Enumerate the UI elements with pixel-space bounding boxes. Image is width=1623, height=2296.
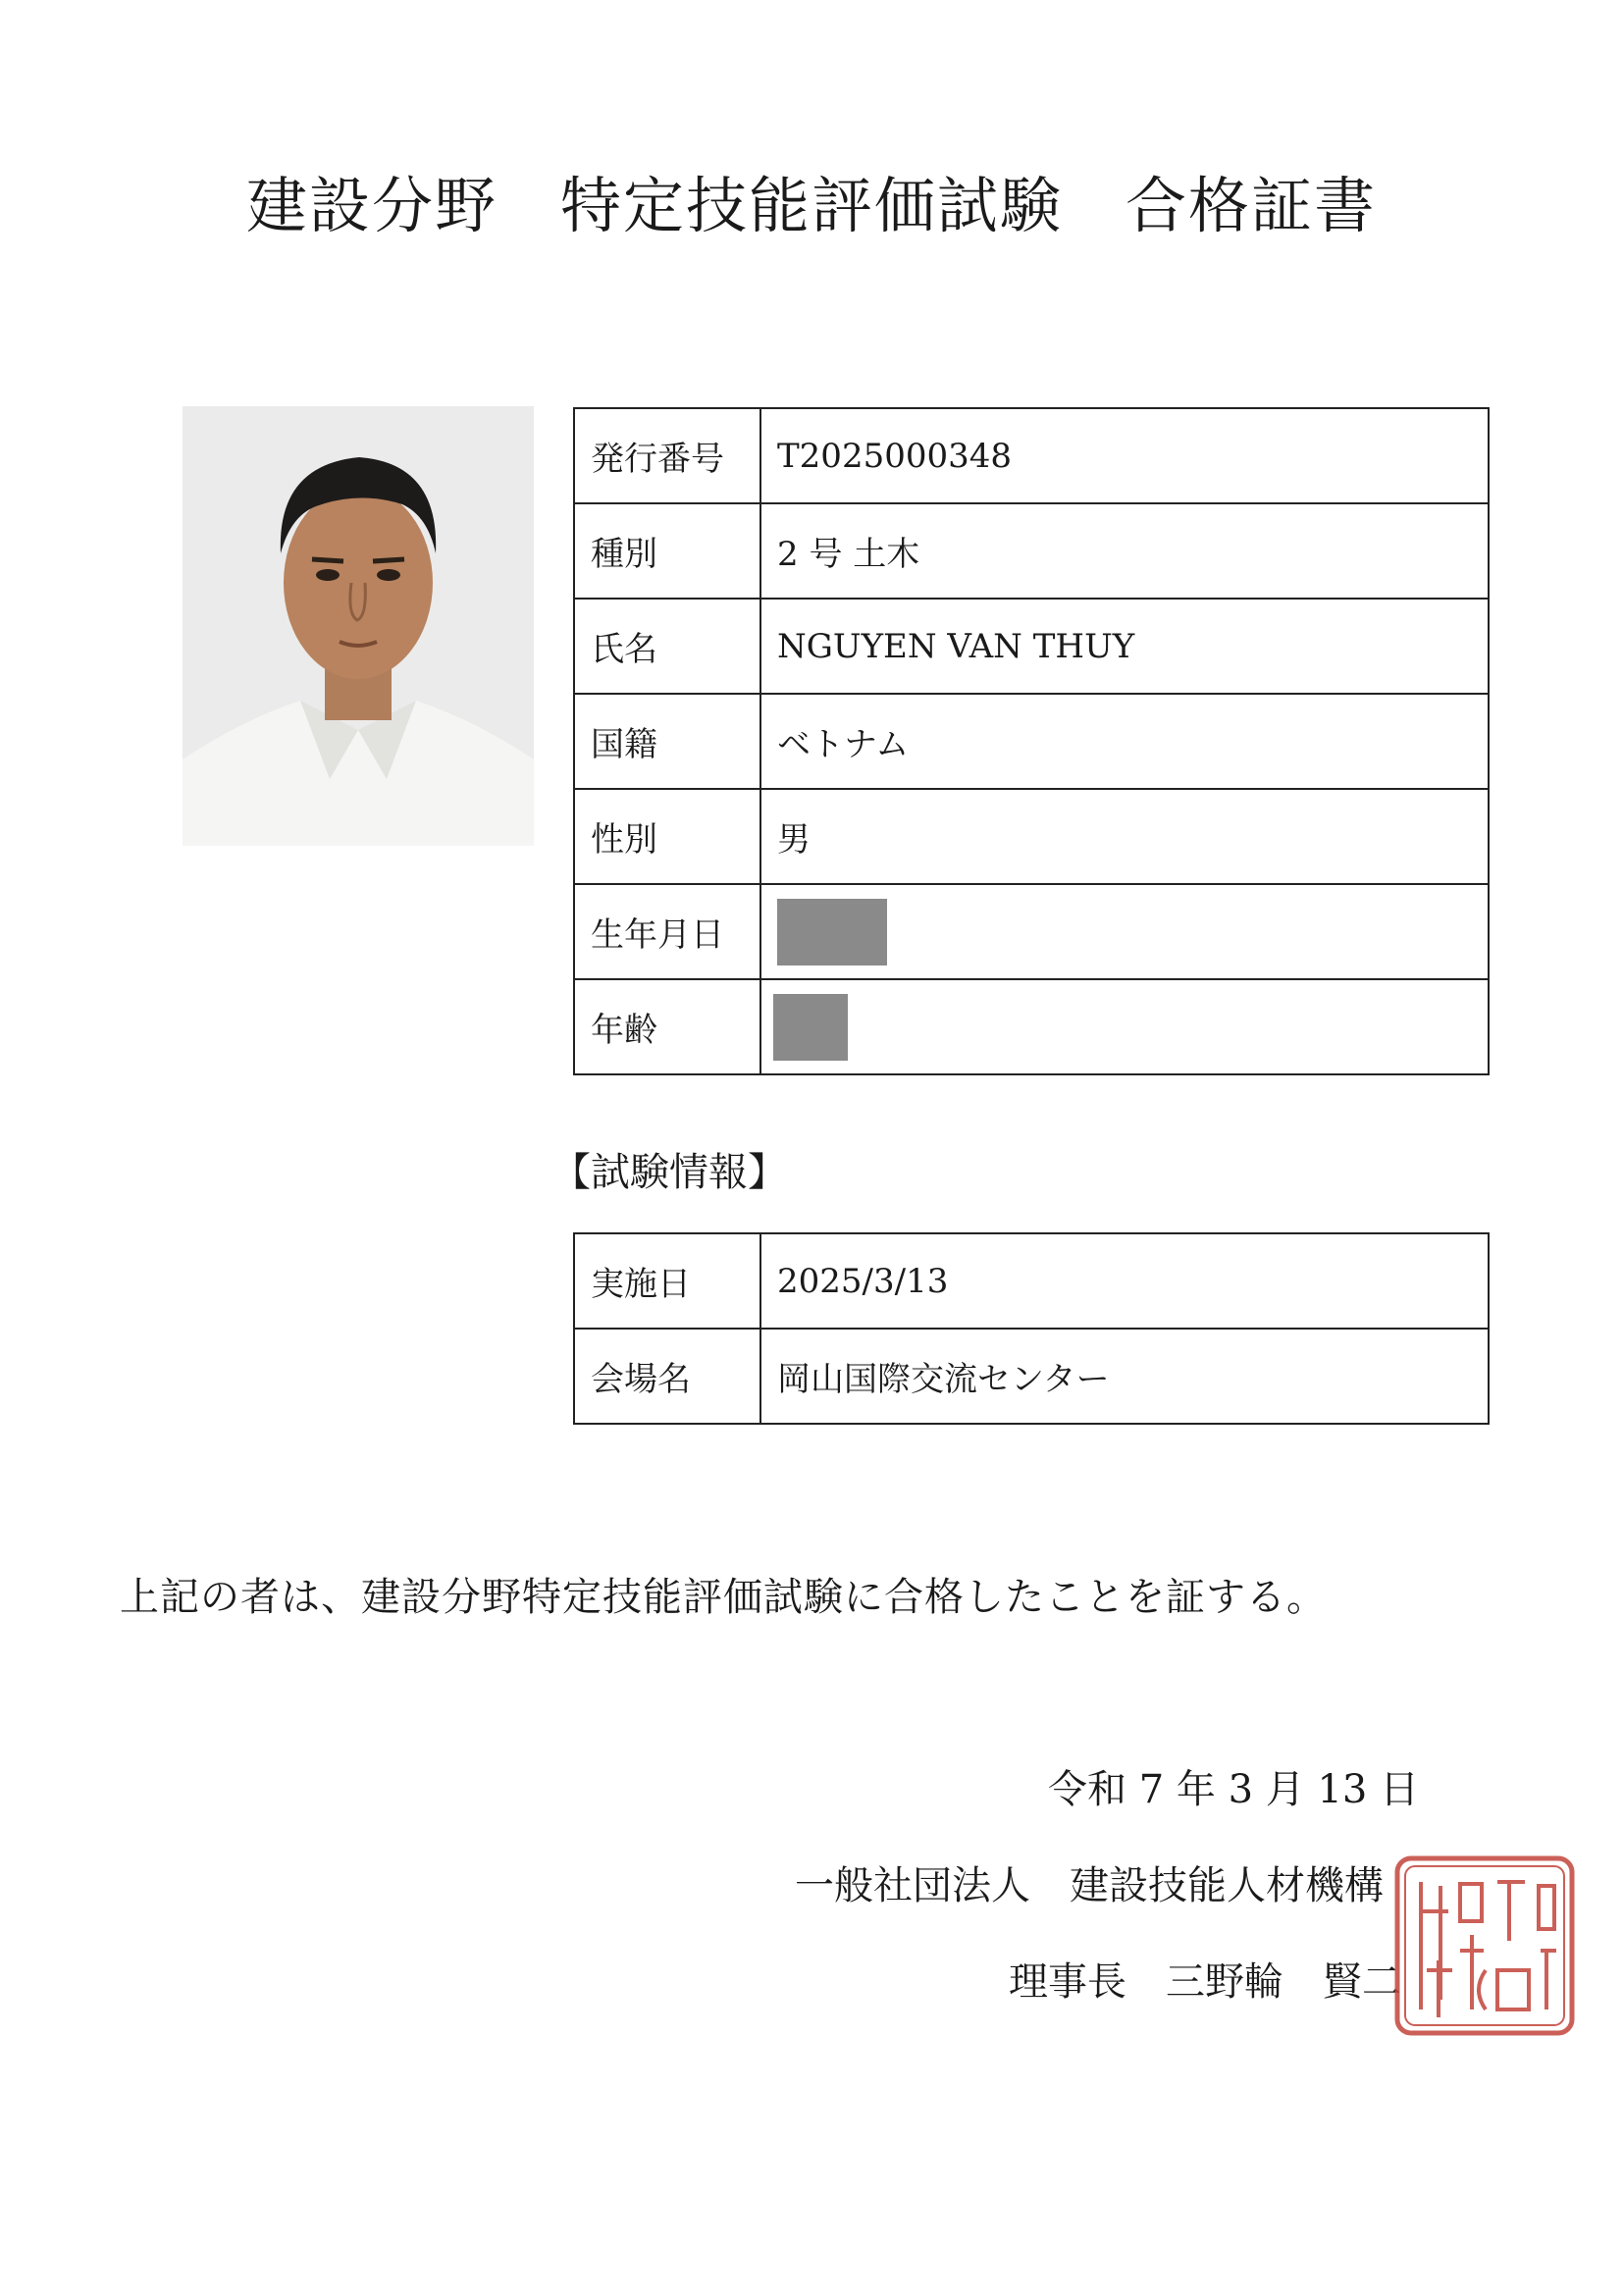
birthdate-redaction (777, 899, 887, 965)
venue-value: 岡山国際交流センター (760, 1329, 1489, 1424)
nationality-value: ベトナム (760, 694, 1489, 789)
table-row (574, 408, 1489, 503)
personal-info-table (573, 407, 1490, 1075)
exam-date-label: 実施日 (574, 1233, 760, 1329)
table-row (574, 503, 1489, 599)
issuer-organization: 一般社団法人 建設技能人材機構 (795, 1863, 1384, 1908)
category-value: 2 号 土木 (760, 503, 1489, 599)
table-row (574, 979, 1489, 1074)
age-value (760, 979, 1489, 1074)
birthdate-label: 生年月日 (574, 884, 760, 979)
venue-label: 会場名 (574, 1329, 760, 1424)
issue-number-label: 発行番号 (574, 408, 760, 503)
table-row (574, 1329, 1489, 1424)
age-label: 年齢 (574, 979, 760, 1074)
sex-value: 男 (760, 789, 1489, 884)
official-seal-stamp (1391, 1852, 1578, 2039)
table-row (574, 599, 1489, 694)
issue-number-value: T2025000348 (760, 408, 1489, 503)
exam-section-heading: 【試験情報】 (551, 1150, 787, 1195)
certificate-title: 建設分野 特定技能評価試験 合格証書 (245, 170, 1377, 241)
name-label: 氏名 (574, 599, 760, 694)
issuer-signatory: 理事長 三野輪 賢二 (1009, 1959, 1401, 2005)
issue-date: 令和 7 年 3 月 13 日 (1048, 1767, 1420, 1812)
exam-info-table (573, 1232, 1490, 1425)
portrait-photo (183, 406, 534, 846)
exam-date-value: 2025/3/13 (760, 1233, 1489, 1329)
table-row (574, 1233, 1489, 1329)
category-label: 種別 (574, 503, 760, 599)
table-row (574, 884, 1489, 979)
age-redaction (773, 994, 848, 1061)
name-value: NGUYEN VAN THUY (760, 599, 1489, 694)
certification-statement: 上記の者は、建設分野特定技能評価試験に合格したことを証する。 (120, 1575, 1327, 1620)
nationality-label: 国籍 (574, 694, 760, 789)
table-row (574, 694, 1489, 789)
birthdate-value (760, 884, 1489, 979)
sex-label: 性別 (574, 789, 760, 884)
table-row (574, 789, 1489, 884)
